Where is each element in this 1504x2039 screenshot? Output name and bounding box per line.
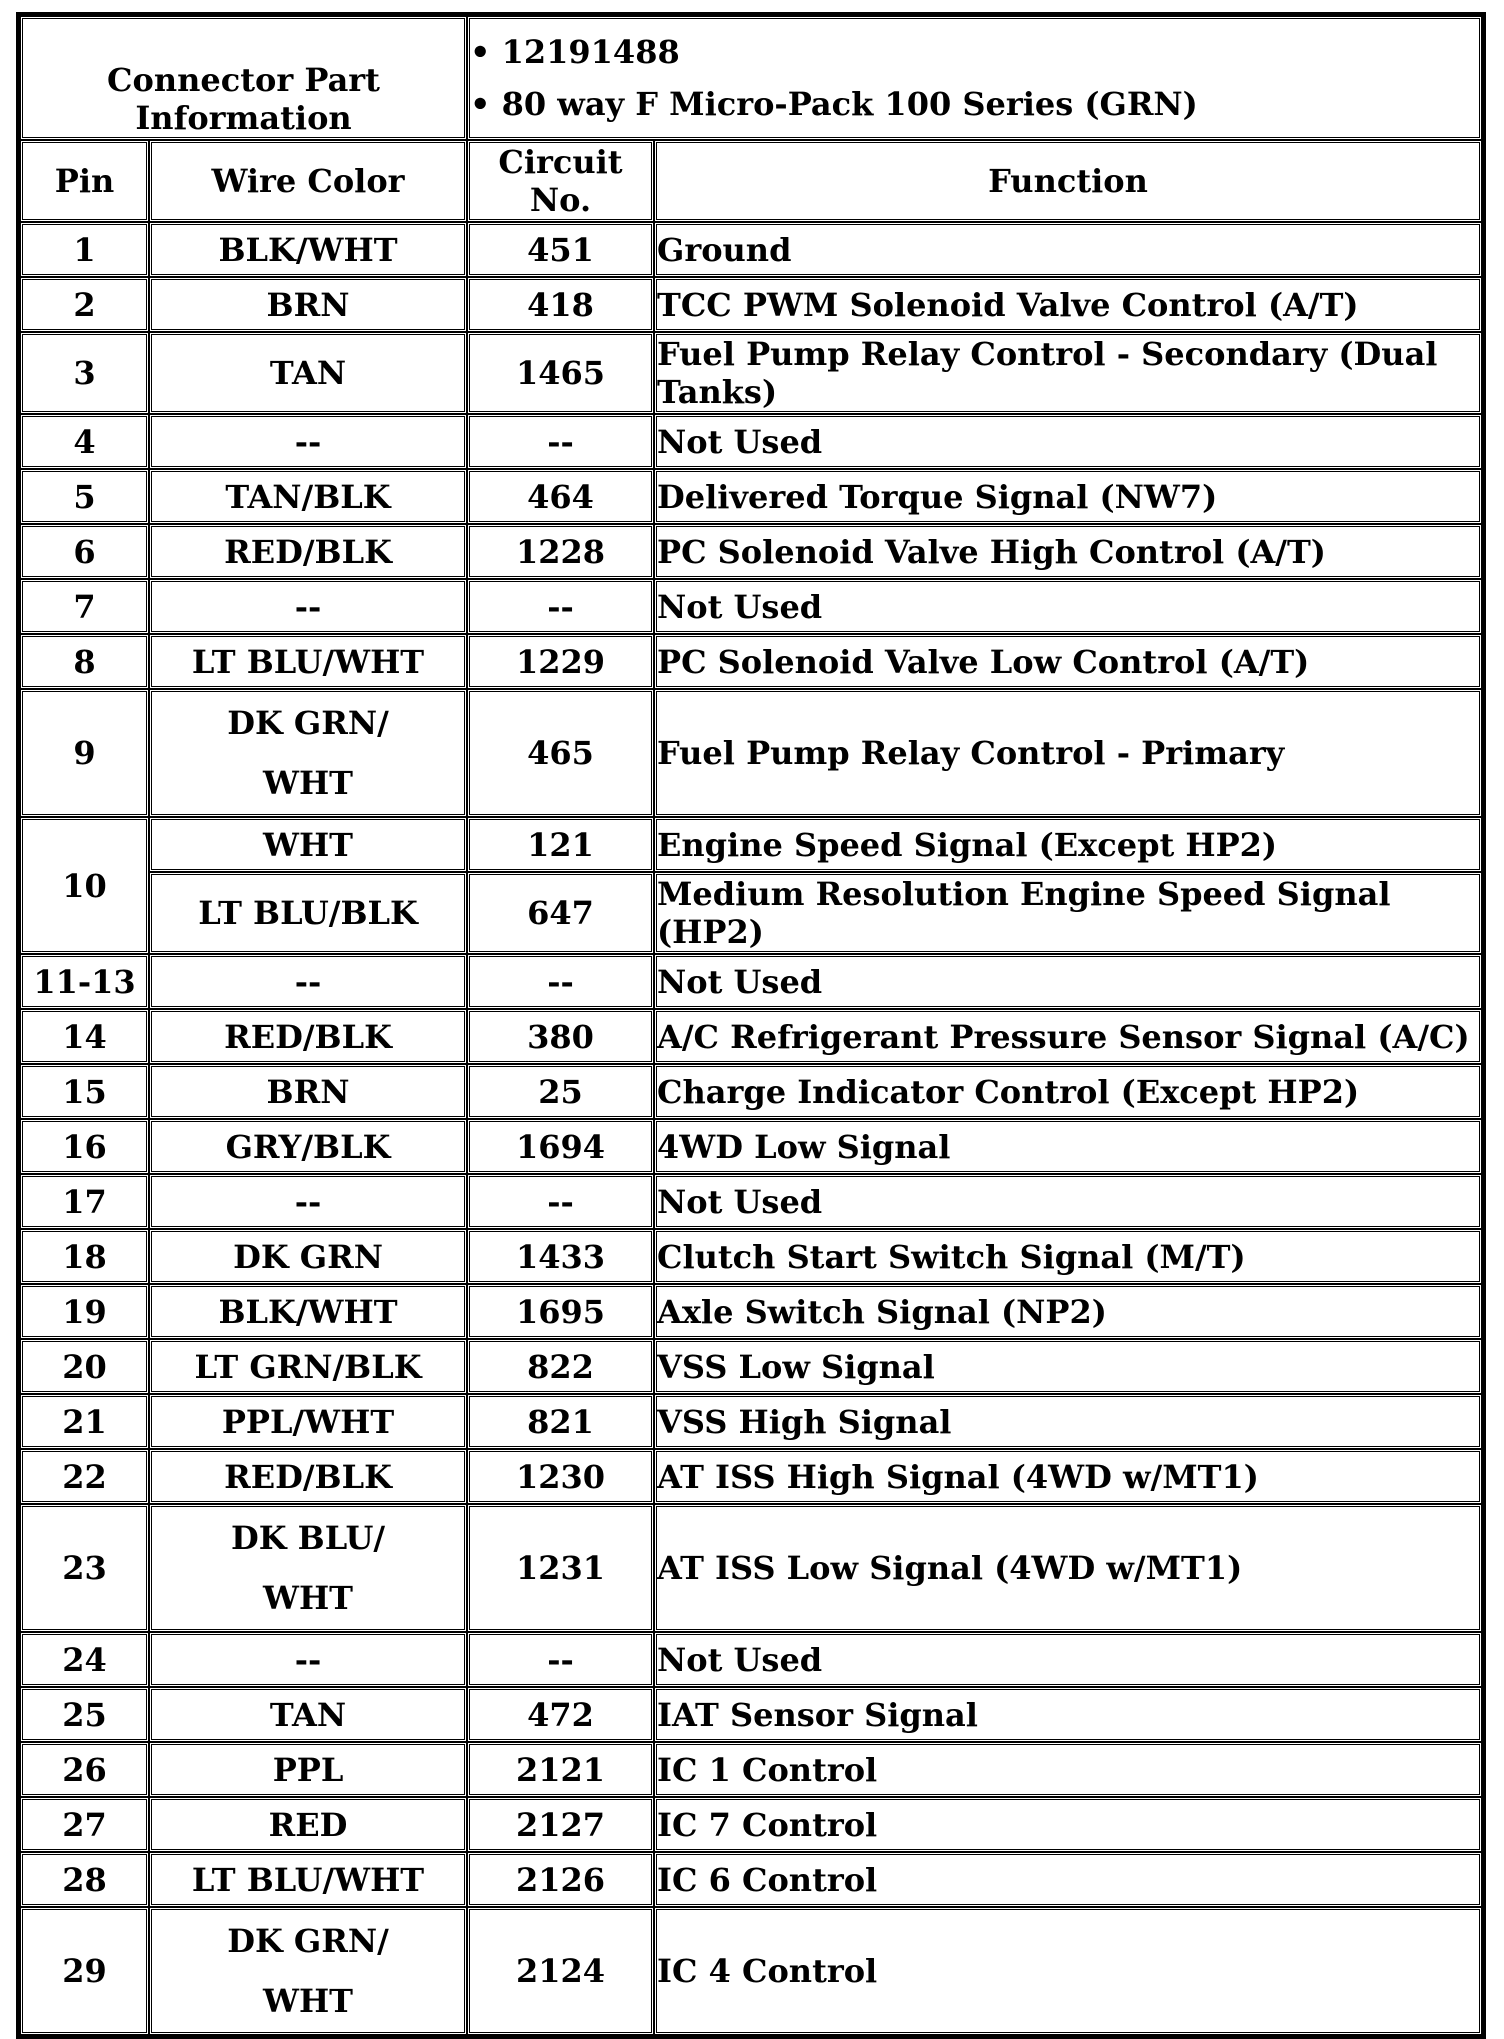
function-cell: Not Used xyxy=(654,414,1482,469)
table-row xyxy=(20,579,1482,634)
circuit-cell: 2127 xyxy=(467,1797,654,1852)
table-row xyxy=(20,1174,1482,1229)
wire-color-cell xyxy=(149,1907,467,2035)
table-row xyxy=(20,1119,1482,1174)
circuit-cell: 451 xyxy=(467,222,654,277)
wire-color-cell: LT GRN/BLK xyxy=(149,1339,467,1394)
circuit-cell: 821 xyxy=(467,1394,654,1449)
function-cell: AT ISS High Signal (4WD w/MT1) xyxy=(654,1449,1482,1504)
pin-cell: 21 xyxy=(20,1394,149,1449)
circuit-cell: 1433 xyxy=(467,1229,654,1284)
function-cell: Medium Resolution Engine Speed Signal (HP2) xyxy=(654,872,1482,954)
table-row xyxy=(20,1687,1482,1742)
pin-cell: 11-13 xyxy=(20,954,149,1009)
part-number: • 12191488 xyxy=(470,33,680,71)
circuit-cell: 418 xyxy=(467,277,654,332)
wire-color-cell: -- xyxy=(149,1632,467,1687)
wire-color-cell: RED/BLK xyxy=(149,1009,467,1064)
table-row xyxy=(20,1797,1482,1852)
function-cell: Axle Switch Signal (NP2) xyxy=(654,1284,1482,1339)
pin-cell: 5 xyxy=(20,469,149,524)
header-pin: Pin xyxy=(20,140,149,222)
pin-cell: 17 xyxy=(20,1174,149,1229)
wire-color-cell: LT BLU/WHT xyxy=(149,1852,467,1907)
connector-info-row xyxy=(20,16,1482,140)
pin-cell: 10 xyxy=(20,817,149,954)
wire-color-cell: BLK/WHT xyxy=(149,222,467,277)
table-row xyxy=(20,634,1482,689)
wire-color-line-2: WHT xyxy=(263,764,353,802)
pin-cell: 26 xyxy=(20,1742,149,1797)
table-row xyxy=(20,1742,1482,1797)
function-cell: IAT Sensor Signal xyxy=(654,1687,1482,1742)
circuit-cell: -- xyxy=(467,1174,654,1229)
pin-cell: 3 xyxy=(20,332,149,414)
circuit-cell: 464 xyxy=(467,469,654,524)
circuit-cell: 2126 xyxy=(467,1852,654,1907)
function-cell: Not Used xyxy=(654,1632,1482,1687)
circuit-cell: 465 xyxy=(467,689,654,817)
pin-cell: 22 xyxy=(20,1449,149,1504)
function-cell: Charge Indicator Control (Except HP2) xyxy=(654,1064,1482,1119)
wire-color-line-2: WHT xyxy=(263,1579,353,1617)
wire-color-line-1: DK GRN/ xyxy=(227,1922,389,1960)
wire-color-line-1: DK GRN/ xyxy=(227,704,389,742)
table-row xyxy=(20,1632,1482,1687)
circuit-cell: 1230 xyxy=(467,1449,654,1504)
table-row xyxy=(20,1907,1482,2035)
circuit-cell: 121 xyxy=(467,817,654,872)
table-row xyxy=(20,414,1482,469)
connector-description: • 80 way F Micro-Pack 100 Series (GRN) xyxy=(470,85,1198,123)
table-row xyxy=(20,1339,1482,1394)
pin-cell: 27 xyxy=(20,1797,149,1852)
wire-color-cell: BLK/WHT xyxy=(149,1284,467,1339)
circuit-cell: -- xyxy=(467,1632,654,1687)
function-cell: Fuel Pump Relay Control - Primary xyxy=(654,689,1482,817)
connector-table-wrapper xyxy=(16,12,1478,2020)
circuit-cell: -- xyxy=(467,954,654,1009)
table-row xyxy=(20,469,1482,524)
function-cell: A/C Refrigerant Pressure Sensor Signal (A/C) xyxy=(654,1009,1482,1064)
circuit-cell: 647 xyxy=(467,872,654,954)
connector-pinout-table xyxy=(16,12,1486,2039)
wire-color-cell: -- xyxy=(149,579,467,634)
pin-cell: 4 xyxy=(20,414,149,469)
function-cell: 4WD Low Signal xyxy=(654,1119,1482,1174)
wire-color-cell: -- xyxy=(149,414,467,469)
wire-color-cell: WHT xyxy=(149,817,467,872)
circuit-cell: -- xyxy=(467,579,654,634)
circuit-cell: -- xyxy=(467,414,654,469)
circuit-cell: 1231 xyxy=(467,1504,654,1632)
table-row xyxy=(20,872,1482,954)
circuit-cell: 1695 xyxy=(467,1284,654,1339)
header-row xyxy=(20,140,1482,222)
function-cell: IC 1 Control xyxy=(654,1742,1482,1797)
table-row xyxy=(20,1504,1482,1632)
wire-color-cell: BRN xyxy=(149,1064,467,1119)
table-row xyxy=(20,1852,1482,1907)
circuit-cell: 472 xyxy=(467,1687,654,1742)
wire-color-line-2: WHT xyxy=(263,1982,353,2020)
function-cell: Not Used xyxy=(654,579,1482,634)
table-row xyxy=(20,222,1482,277)
table-row xyxy=(20,524,1482,579)
table-row xyxy=(20,817,1482,872)
circuit-cell: 1229 xyxy=(467,634,654,689)
connector-info-values xyxy=(467,16,1482,140)
circuit-cell: 2124 xyxy=(467,1907,654,2035)
function-cell: Clutch Start Switch Signal (M/T) xyxy=(654,1229,1482,1284)
function-cell: IC 7 Control xyxy=(654,1797,1482,1852)
pin-cell: 20 xyxy=(20,1339,149,1394)
function-cell: Ground xyxy=(654,222,1482,277)
table-row xyxy=(20,1229,1482,1284)
function-cell: IC 4 Control xyxy=(654,1907,1482,2035)
wire-color-cell: GRY/BLK xyxy=(149,1119,467,1174)
function-cell: Fuel Pump Relay Control - Secondary (Dual Tanks) xyxy=(654,332,1482,414)
wire-color-cell: LT BLU/WHT xyxy=(149,634,467,689)
wire-color-cell: TAN/BLK xyxy=(149,469,467,524)
pin-cell: 24 xyxy=(20,1632,149,1687)
pin-cell: 2 xyxy=(20,277,149,332)
pin-cell: 8 xyxy=(20,634,149,689)
connector-info-label: Connector Part Information xyxy=(20,16,467,140)
circuit-cell: 1228 xyxy=(467,524,654,579)
function-cell: IC 6 Control xyxy=(654,1852,1482,1907)
function-cell: Not Used xyxy=(654,954,1482,1009)
wire-color-cell: TAN xyxy=(149,1687,467,1742)
function-cell: AT ISS Low Signal (4WD w/MT1) xyxy=(654,1504,1482,1632)
wire-color-cell: -- xyxy=(149,954,467,1009)
circuit-cell: 822 xyxy=(467,1339,654,1394)
wire-color-cell: PPL/WHT xyxy=(149,1394,467,1449)
pin-cell: 1 xyxy=(20,222,149,277)
pin-cell: 14 xyxy=(20,1009,149,1064)
wire-color-cell: -- xyxy=(149,1174,467,1229)
circuit-cell: 25 xyxy=(467,1064,654,1119)
table-row xyxy=(20,954,1482,1009)
function-cell: PC Solenoid Valve High Control (A/T) xyxy=(654,524,1482,579)
table-row xyxy=(20,1284,1482,1339)
header-wire-color: Wire Color xyxy=(149,140,467,222)
wire-color-cell: BRN xyxy=(149,277,467,332)
wire-color-cell: RED/BLK xyxy=(149,1449,467,1504)
header-function: Function xyxy=(654,140,1482,222)
pin-cell: 29 xyxy=(20,1907,149,2035)
function-cell: VSS Low Signal xyxy=(654,1339,1482,1394)
pin-cell: 7 xyxy=(20,579,149,634)
wire-color-cell: TAN xyxy=(149,332,467,414)
table-row xyxy=(20,689,1482,817)
circuit-cell: 2121 xyxy=(467,1742,654,1797)
pin-cell: 15 xyxy=(20,1064,149,1119)
table-row xyxy=(20,1394,1482,1449)
wire-color-cell: RED xyxy=(149,1797,467,1852)
function-cell: Delivered Torque Signal (NW7) xyxy=(654,469,1482,524)
pin-cell: 9 xyxy=(20,689,149,817)
wire-color-cell xyxy=(149,689,467,817)
function-cell: Engine Speed Signal (Except HP2) xyxy=(654,817,1482,872)
table-row xyxy=(20,1064,1482,1119)
table-row xyxy=(20,277,1482,332)
function-cell: PC Solenoid Valve Low Control (A/T) xyxy=(654,634,1482,689)
pin-cell: 18 xyxy=(20,1229,149,1284)
function-cell: VSS High Signal xyxy=(654,1394,1482,1449)
wire-color-cell: PPL xyxy=(149,1742,467,1797)
wire-color-line-1: DK BLU/ xyxy=(230,1519,386,1557)
pin-cell: 23 xyxy=(20,1504,149,1632)
pin-cell: 28 xyxy=(20,1852,149,1907)
pin-cell: 6 xyxy=(20,524,149,579)
wire-color-cell: LT BLU/BLK xyxy=(149,872,467,954)
wire-color-cell xyxy=(149,1504,467,1632)
pin-cell: 16 xyxy=(20,1119,149,1174)
circuit-cell: 1465 xyxy=(467,332,654,414)
table-row xyxy=(20,1449,1482,1504)
circuit-cell: 380 xyxy=(467,1009,654,1064)
wire-color-cell: RED/BLK xyxy=(149,524,467,579)
wire-color-cell: DK GRN xyxy=(149,1229,467,1284)
pin-cell: 19 xyxy=(20,1284,149,1339)
function-cell: Not Used xyxy=(654,1174,1482,1229)
table-row xyxy=(20,1009,1482,1064)
table-row xyxy=(20,332,1482,414)
function-cell: TCC PWM Solenoid Valve Control (A/T) xyxy=(654,277,1482,332)
circuit-cell: 1694 xyxy=(467,1119,654,1174)
header-circuit-no: Circuit No. xyxy=(467,140,654,222)
pin-cell: 25 xyxy=(20,1687,149,1742)
